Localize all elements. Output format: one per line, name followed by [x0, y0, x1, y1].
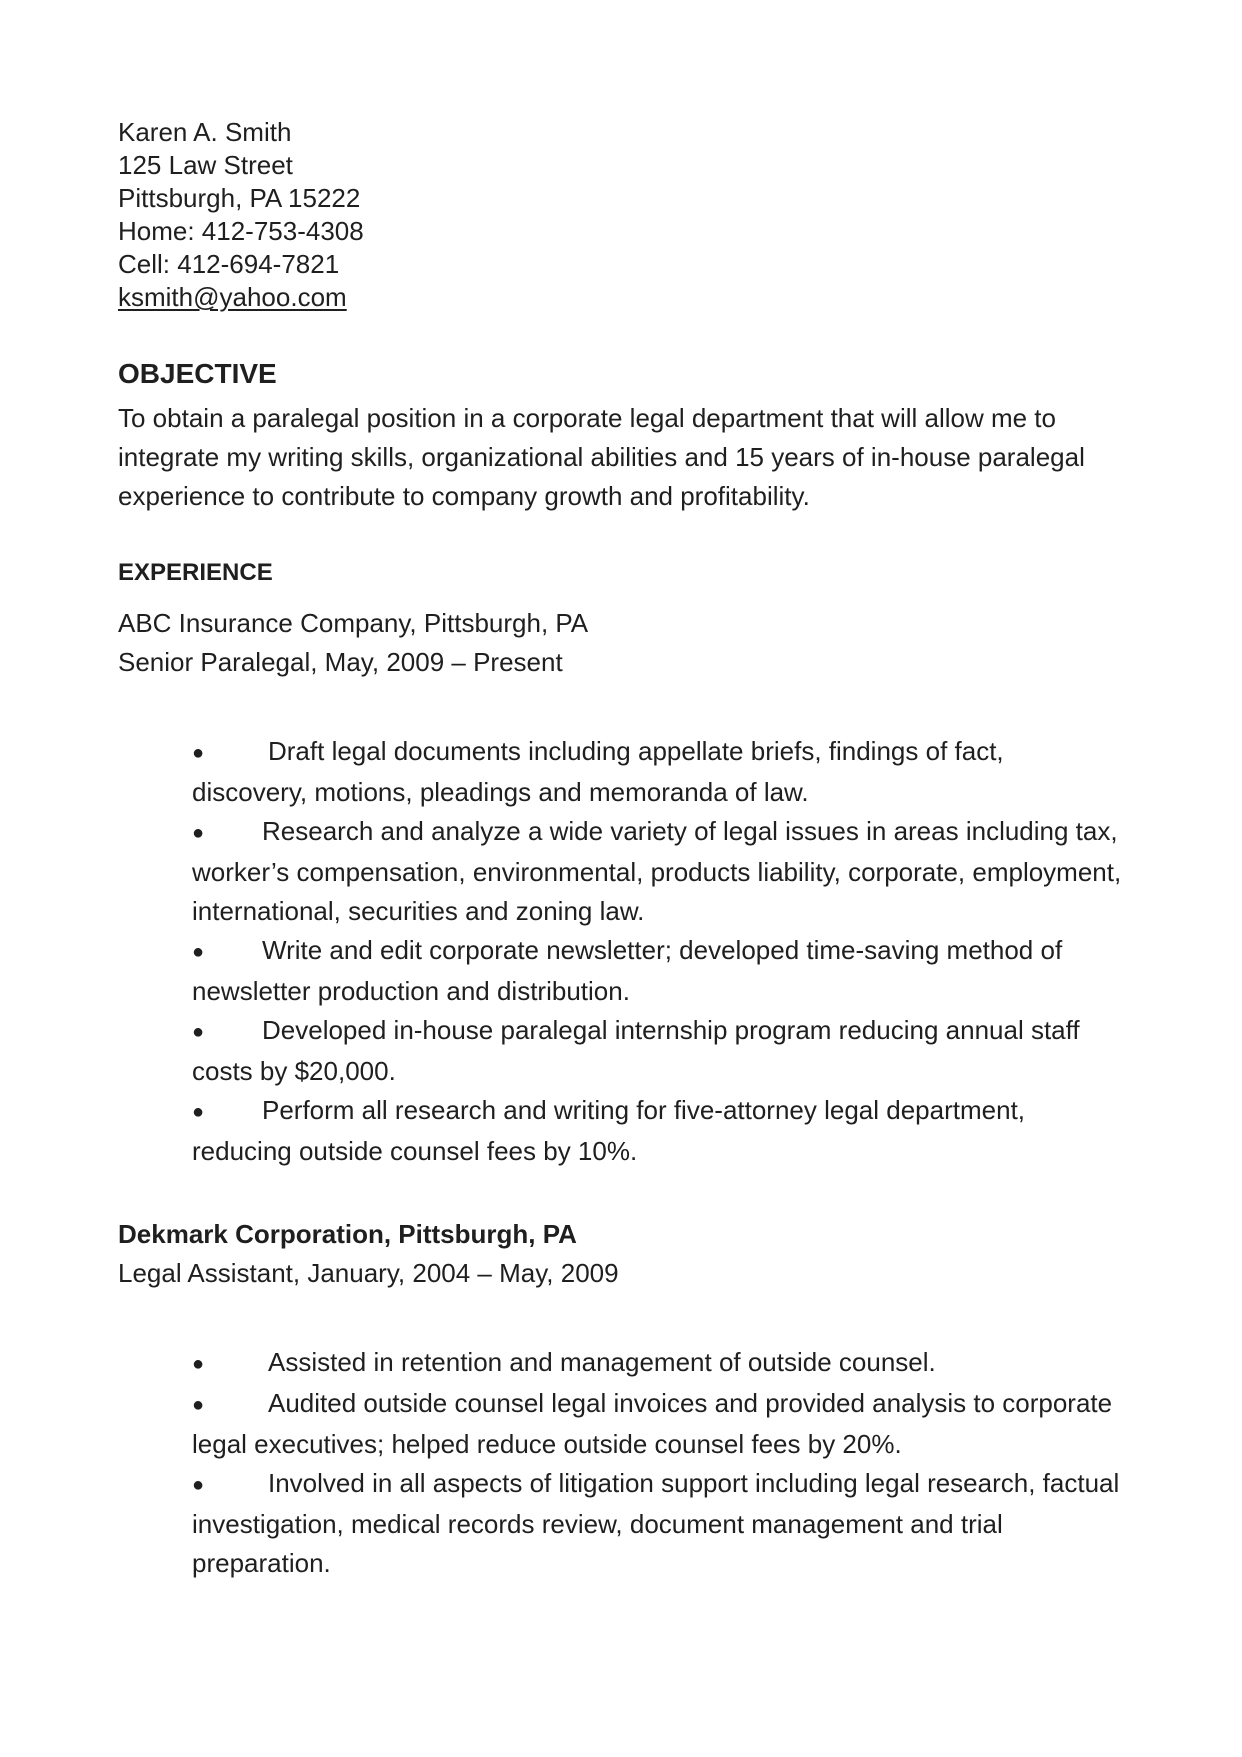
duty-item [192, 1464, 1122, 1583]
duty-text: Developed in-house paralegal internship program reducing annual staff costs by $20,000. [192, 1015, 1080, 1086]
duty-text: Involved in all aspects of litigation support including legal research, factual investigation, medical records review, document management and trial preparation. [192, 1468, 1120, 1578]
contact-home-phone: Home: 412-753-4308 [118, 216, 364, 246]
bullet-icon: ● [192, 742, 205, 764]
bullet-icon: ● [192, 941, 205, 963]
duty-text: Draft legal documents including appellate briefs, findings of fact, discovery, motions, pleadings and memoranda of law. [192, 736, 1004, 807]
duty-item [192, 1343, 1122, 1384]
job-company: ABC Insurance Company, Pittsburgh, PA [118, 608, 589, 638]
experience-heading: EXPERIENCE [118, 559, 273, 586]
duty-item [192, 1091, 1122, 1171]
contact-email-line [118, 281, 1142, 314]
contact-city: Pittsburgh, PA 15222 [118, 183, 361, 213]
duty-item [192, 812, 1122, 931]
objective-heading: OBJECTIVE [118, 358, 277, 389]
job-company: Dekmark Corporation, Pittsburgh, PA [118, 1219, 577, 1249]
duty-item [192, 1384, 1122, 1464]
contact-email-link[interactable]: ksmith@yahoo.com [118, 282, 347, 312]
duty-text: Assisted in retention and management of outside counsel. [268, 1347, 936, 1377]
job-role: Legal Assistant, January, 2004 – May, 2009 [118, 1258, 619, 1288]
duty-text: Research and analyze a wide variety of legal issues in areas including tax, worker’s compensation, environmental, products liability, corporate, employment, international, securities and zoning law. [192, 816, 1122, 926]
job-header-dekmark [118, 1215, 1142, 1293]
bullet-icon: ● [192, 1353, 205, 1375]
duty-list-dekmark [192, 1343, 1122, 1583]
bullet-icon: ● [192, 1394, 205, 1416]
bullet-icon: ● [192, 822, 205, 844]
duty-text: Audited outside counsel legal invoices and provided analysis to corporate legal executives; helped reduce outside counsel fees by 20%. [192, 1388, 1113, 1459]
duty-item [192, 931, 1122, 1011]
duty-text: Perform all research and writing for five-attorney legal department, reducing outside counsel fees by 10%. [192, 1095, 1026, 1166]
bullet-icon: ● [192, 1474, 205, 1496]
duty-list-abc [192, 732, 1122, 1171]
bullet-icon: ● [192, 1021, 205, 1043]
job-role: Senior Paralegal, May, 2009 – Present [118, 647, 563, 677]
contact-name: Karen A. Smith [118, 117, 292, 147]
contact-cell-phone: Cell: 412-694-7821 [118, 249, 340, 279]
job-header-abc [118, 604, 1142, 682]
objective-text: To obtain a paralegal position in a corporate legal department that will allow me to integrate my writing skills, organizational abilities and 15 years of in-house paralegal experience to contribute to company growth and profitability. [118, 403, 1085, 511]
contact-street: 125 Law Street [118, 150, 293, 180]
bullet-icon: ● [192, 1101, 205, 1123]
contact-block [118, 116, 1142, 314]
duty-item [192, 1011, 1122, 1091]
duty-item [192, 732, 1122, 812]
duty-text: Write and edit corporate newsletter; developed time-saving method of newsletter production and distribution. [192, 935, 1063, 1006]
